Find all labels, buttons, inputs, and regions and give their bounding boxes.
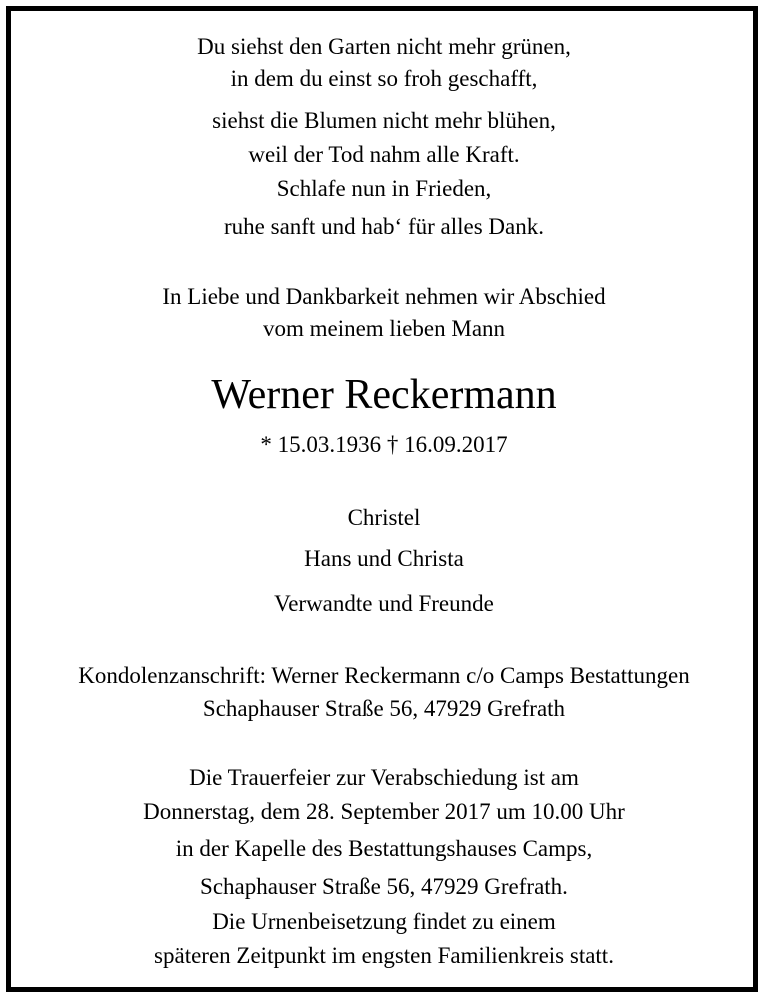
poem-line-2: in dem du einst so froh geschafft, [230, 66, 538, 91]
poem-line-3: siehst die Blumen nicht mehr blühen, [212, 108, 556, 133]
poem-line-1: Du siehst den Garten nicht mehr grünen, [197, 34, 571, 59]
condolence-line-2: Schaphauser Straße 56, 47929 Grefrath [202, 696, 566, 721]
service-line-2: Donnerstag, dem 28. September 2017 um 10.00 Uhr [143, 799, 625, 824]
poem-line-4: weil der Tod nahm alle Kraft. [248, 142, 520, 167]
poem-line-5: Schlafe nun in Frieden, [276, 176, 492, 201]
mourner-2: Hans und Christa [304, 546, 464, 571]
deceased-name: Werner Reckermann [211, 372, 557, 418]
service-line-1: Die Trauerfeier zur Verabschiedung ist am [189, 765, 579, 790]
mourner-3: Verwandte und Freunde [274, 591, 494, 616]
mourner-1: Christel [347, 505, 421, 530]
service-line-4: Schaphauser Straße 56, 47929 Grefrath. [200, 874, 568, 899]
service-line-3: in der Kapelle des Bestattungshauses Camps, [175, 836, 593, 861]
farewell-line-2: vom meinem lieben Mann [262, 316, 506, 341]
farewell-line-1: In Liebe und Dankbarkeit nehmen wir Abschied [162, 284, 606, 309]
poem-line-6: ruhe sanft und hab‘ für alles Dank. [224, 214, 544, 239]
service-line-5: Die Urnenbeisetzung findet zu einem [212, 909, 556, 934]
service-line-6: späteren Zeitpunkt im engsten Familienkreis statt. [154, 943, 614, 968]
life-dates: * 15.03.1936 † 16.09.2017 [260, 432, 508, 457]
condolence-line-1: Kondolenzanschrift: Werner Reckermann c/o Camps Bestattungen [78, 663, 690, 688]
